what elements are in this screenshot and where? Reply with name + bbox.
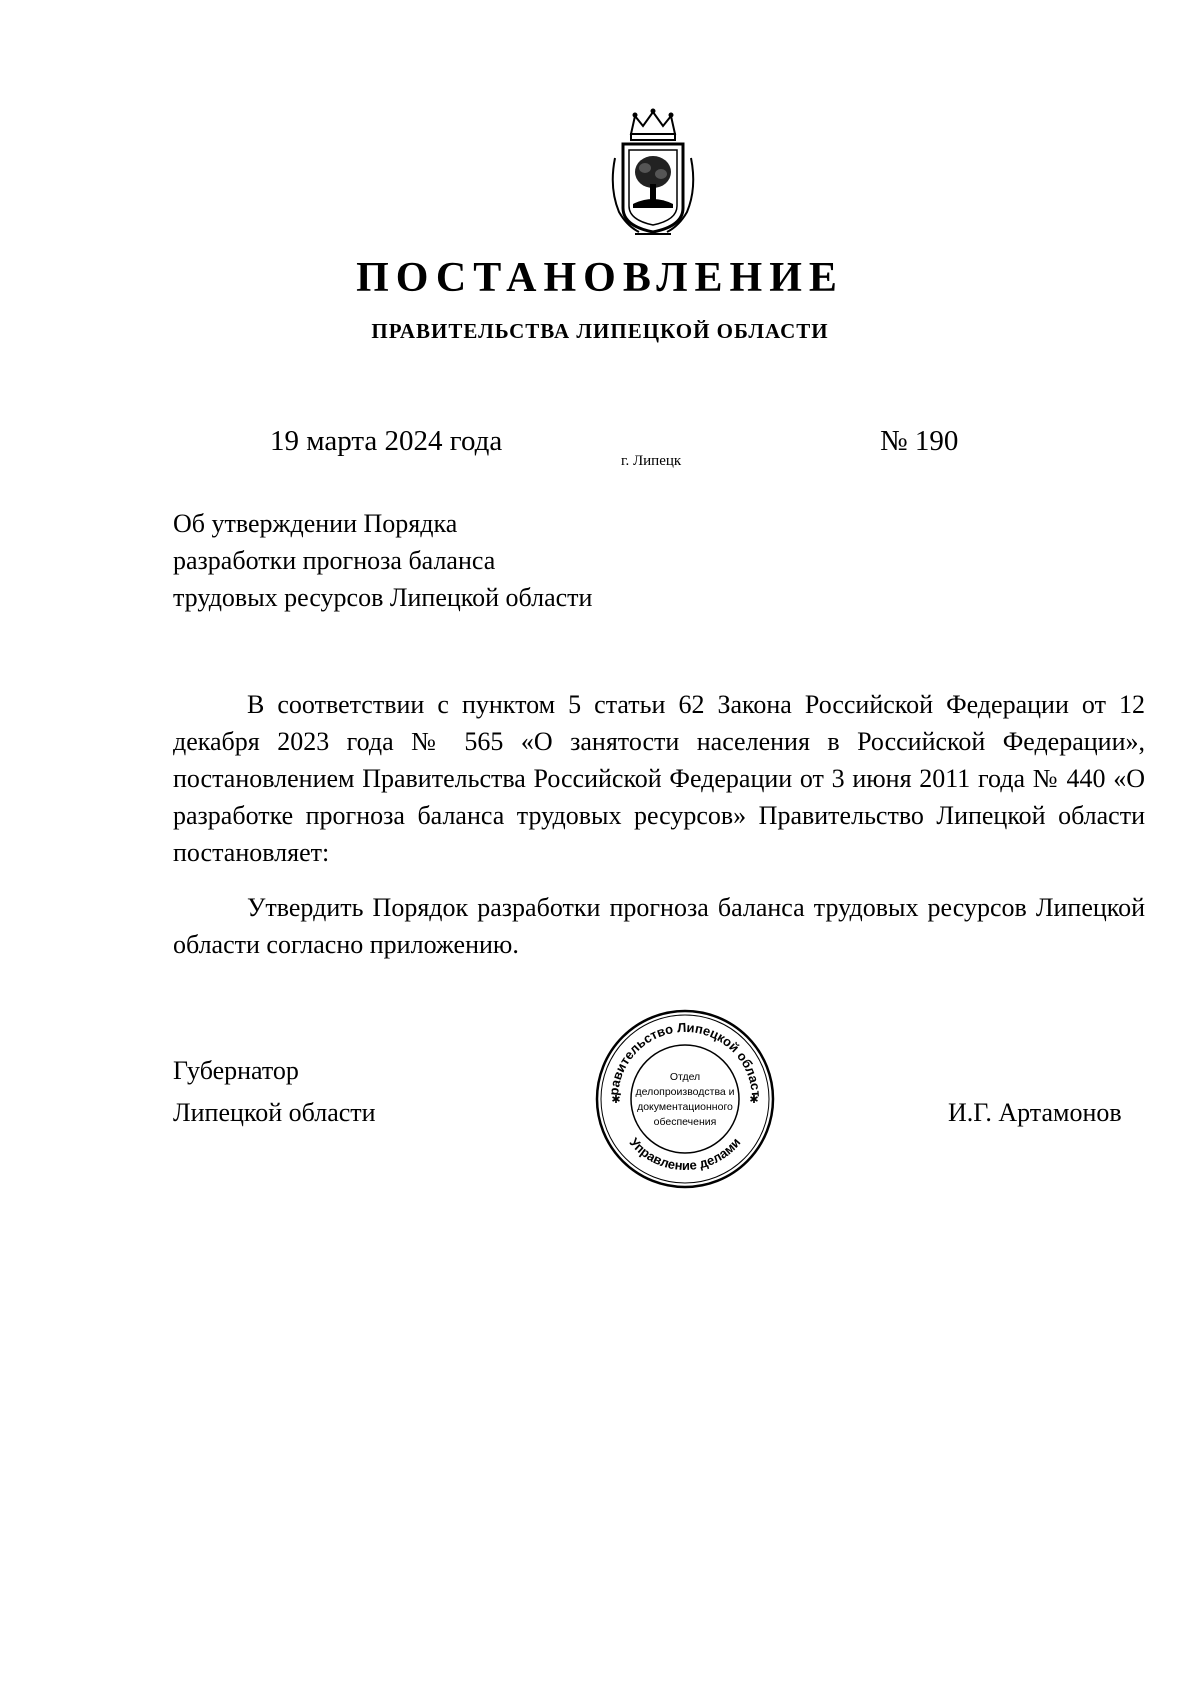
stamp-star-icon: ✱	[611, 1094, 621, 1106]
document-date: 19 марта 2024 года	[270, 425, 503, 457]
document-number: № 190	[880, 425, 959, 457]
signatory-title-line: Липецкой области	[173, 1098, 376, 1127]
stamp-ring-bottom: Управление делами	[626, 1134, 744, 1174]
document-title: ПОСТАНОВЛЕНИЕ	[356, 255, 844, 301]
document-city: г. Липецк	[621, 453, 682, 469]
stamp-center-line: делопроизводства и	[635, 1086, 735, 1098]
document-subject	[173, 505, 592, 616]
subject-line: Об утверждении Порядка	[173, 509, 458, 538]
stamp-ring-top: равительство Липецкой област	[606, 1019, 765, 1098]
coat-of-arms-icon	[605, 108, 701, 240]
issuing-authority: ПРАВИТЕЛЬСТВА ЛИПЕЦКОЙ ОБЛАСТИ	[371, 319, 829, 343]
stamp-center-line: обеспечения	[653, 1116, 717, 1128]
official-stamp	[594, 1008, 776, 1190]
svg-text:Правительство Липецкой области	[594, 1008, 764, 1097]
signatory-name: И.Г. Артамонов	[948, 1098, 1122, 1127]
subject-line: трудовых ресурсов Липецкой области	[173, 583, 593, 612]
body-paragraph: В соответствии с пунктом 5 статьи 62 Закона Российской Федерации от 12 декабря 2023 года № 565 «О занятости населения в Российской Федерации», постановлением Правительства Российской Федерации от 3 июня 2011 года № 440 «О разработке прогноза баланса трудовых ресурсов» Правительство Липецкой области постановляет:	[173, 690, 1145, 867]
stamp-center-line: документационного	[637, 1101, 733, 1113]
stamp-star-icon: ✱	[749, 1094, 759, 1106]
document-body	[173, 686, 1145, 963]
signatory-title	[173, 1050, 376, 1134]
stamp-center-line: Отдел	[669, 1071, 701, 1083]
svg-text:Управление делами	[627, 1135, 744, 1173]
subject-line: разработки прогноза баланса	[173, 546, 496, 575]
signatory-title-line: Губернатор	[173, 1056, 299, 1085]
body-paragraph: Утвердить Порядок разработки прогноза баланса трудовых ресурсов Липецкой области согласно приложению.	[173, 893, 1145, 959]
